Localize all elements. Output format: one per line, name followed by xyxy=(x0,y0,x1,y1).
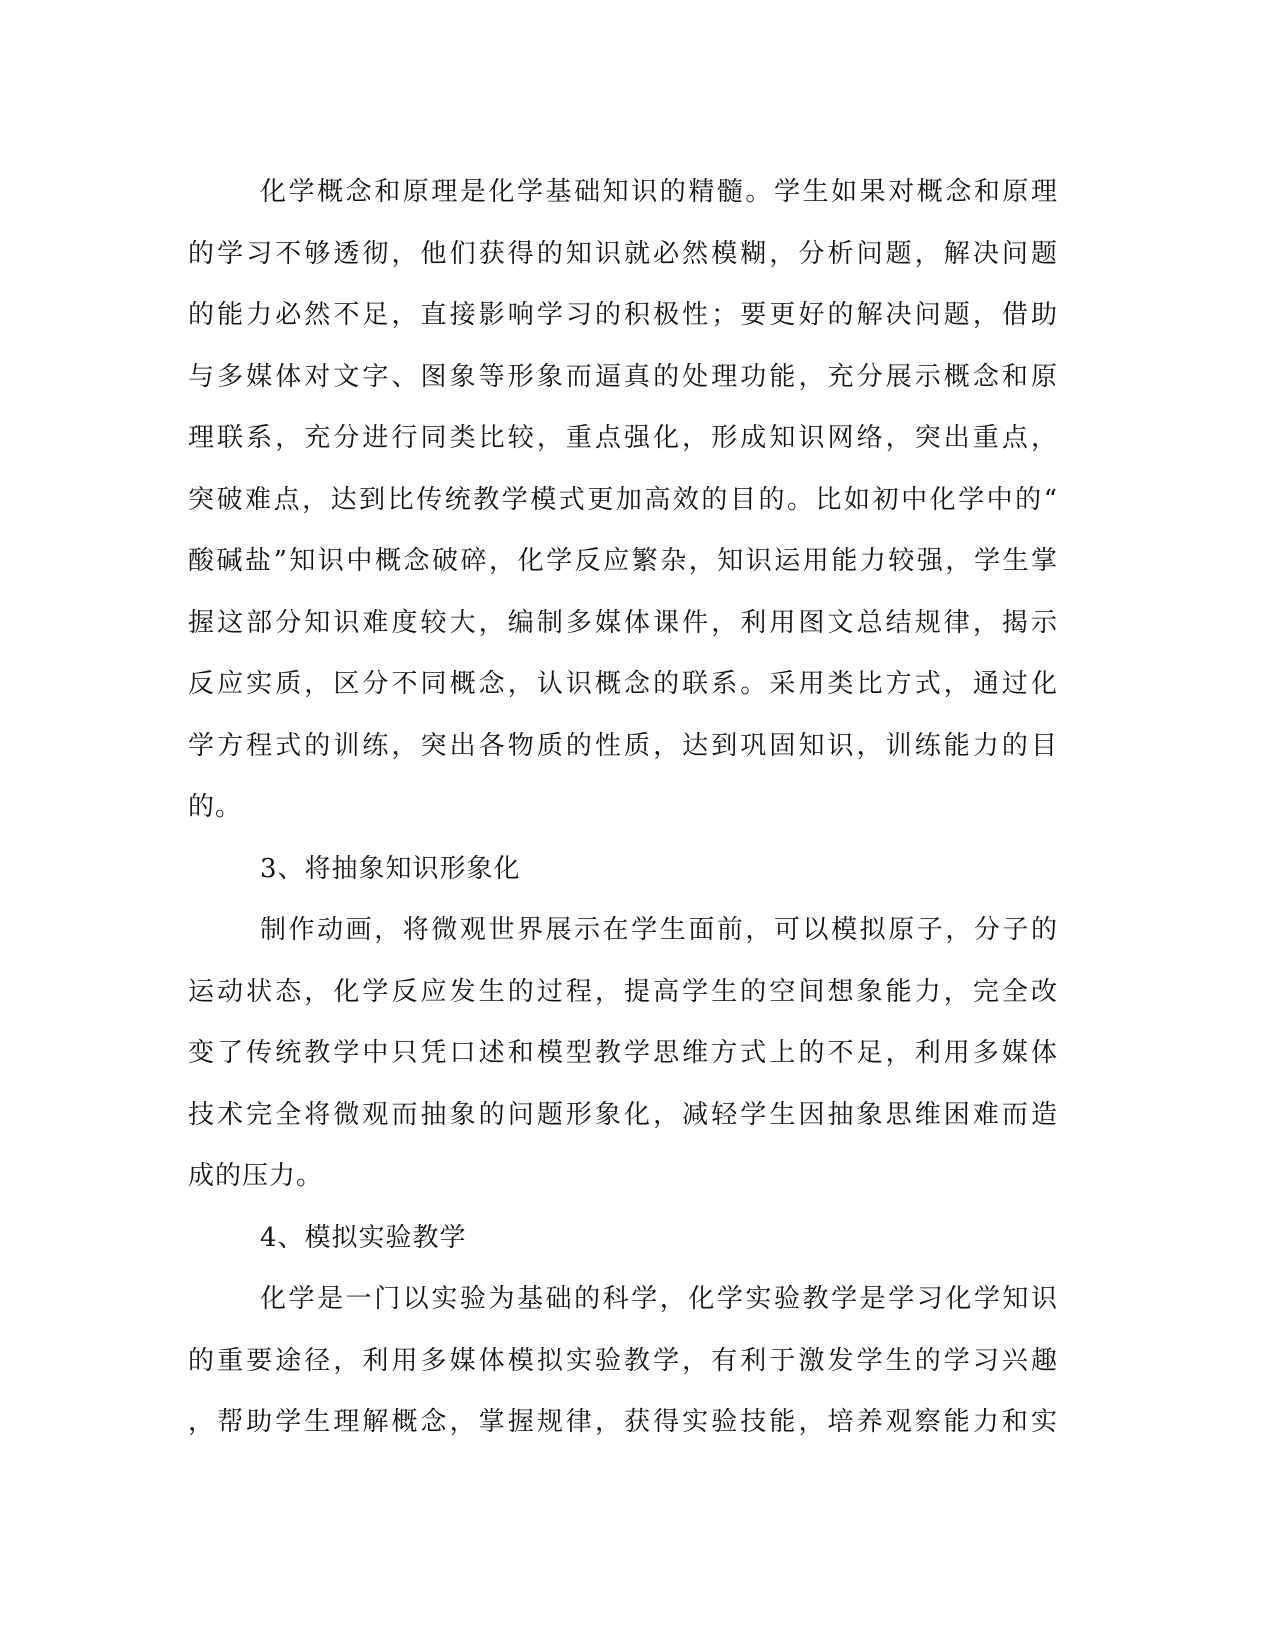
paragraph-line: 酸碱盐”知识中概念破碎，化学反应繁杂，知识运用能力较强，学生掌 xyxy=(188,546,1058,576)
paragraph-line: 运动状态，化学反应发生的过程，提高学生的空间想象能力，完全改 xyxy=(188,976,1058,1007)
paragraph-line: 的学习不够透彻，他们获得的知识就必然模糊，分析问题，解决问题 xyxy=(188,238,1058,269)
paragraph-line: 突破难点，达到比传统教学模式更加高效的目的。比如初中化学中的“ xyxy=(188,484,1058,515)
section-heading: 3、将抽象知识形象化 xyxy=(260,853,521,884)
paragraph-line: 的能力必然不足，直接影响学习的积极性；要更好的解决问题，借助 xyxy=(188,300,1058,330)
paragraph-line: 制作动画，将微观世界展示在学生面前，可以模拟原子，分子的 xyxy=(260,915,1058,945)
paragraph-line: 技术完全将微观而抽象的问题形象化，减轻学生因抽象思维困难而造 xyxy=(188,1099,1058,1130)
paragraph-line: 的重要途径，利用多媒体模拟实验教学，有利于激发学生的学习兴趣 xyxy=(188,1345,1058,1376)
paragraph-line: 成的压力。 xyxy=(188,1161,324,1191)
paragraph-line: 化学是一门以实验为基础的科学，化学实验教学是学习化学知识 xyxy=(260,1284,1058,1314)
paragraph-line: 的。 xyxy=(188,792,243,822)
paragraph-line: 变了传统教学中只凭口述和模型教学思维方式上的不足，利用多媒体 xyxy=(188,1038,1058,1068)
paragraph-line: 握这部分知识难度较大，编制多媒体课件，利用图文总结规律，揭示 xyxy=(188,607,1058,638)
paragraph-line: 反应实质，区分不同概念，认识概念的联系。采用类比方式，通过化 xyxy=(188,669,1058,699)
section-heading: 4、模拟实验教学 xyxy=(260,1222,467,1253)
paragraph-line: 与多媒体对文字、图象等形象而逼真的处理功能，充分展示概念和原 xyxy=(188,361,1058,392)
paragraph-line: 化学概念和原理是化学基础知识的精髓。学生如果对概念和原理 xyxy=(260,177,1058,207)
paragraph-line: 理联系，充分进行同类比较，重点强化，形成知识网络，突出重点， xyxy=(188,423,1058,453)
paragraph-line: 学方程式的训练，突出各物质的性质，达到巩固知识，训练能力的目 xyxy=(188,730,1058,761)
document-body xyxy=(188,162,1058,1454)
paragraph-line: ，帮助学生理解概念，掌握规律，获得实验技能，培养观察能力和实 xyxy=(188,1407,1058,1437)
